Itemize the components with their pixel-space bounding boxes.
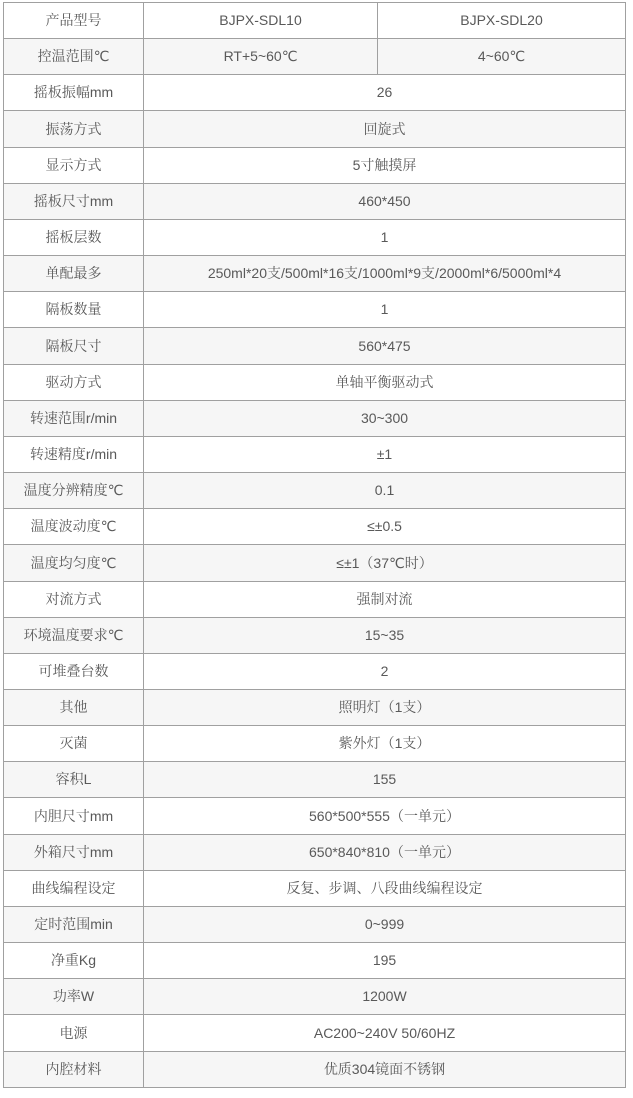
spec-value-cell: 强制对流 [144,581,626,617]
table-row [4,689,626,725]
spec-label-cell: 温度均匀度℃ [4,545,144,581]
table-row [4,509,626,545]
spec-label-cell: 振荡方式 [4,111,144,147]
spec-value-cell: 1 [144,219,626,255]
spec-value-cell: 460*450 [144,183,626,219]
spec-label-cell: 转速精度r/min [4,436,144,472]
spec-value-cell: 5寸触摸屏 [144,147,626,183]
spec-value-cell: 0.1 [144,473,626,509]
table-row [4,870,626,906]
table-row [4,436,626,472]
spec-label-cell: 对流方式 [4,581,144,617]
spec-value-cell: BJPX-SDL10 [144,3,378,39]
table-row [4,834,626,870]
table-row [4,1051,626,1087]
spec-label-cell: 转速范围r/min [4,400,144,436]
table-row [4,653,626,689]
spec-label-cell: 摇板层数 [4,219,144,255]
spec-label-cell: 可堆叠台数 [4,653,144,689]
spec-label-cell: 隔板尺寸 [4,328,144,364]
product-spec-table [3,2,626,1088]
spec-value-cell: 250ml*20支/500ml*16支/1000ml*9支/2000ml*6/5000ml*4 [144,256,626,292]
spec-label-cell: 净重Kg [4,943,144,979]
table-row [4,256,626,292]
spec-label-cell: 温度波动度℃ [4,509,144,545]
spec-value-cell: 优质304镜面不锈钢 [144,1051,626,1087]
spec-value-cell: BJPX-SDL20 [378,3,626,39]
spec-label-cell: 环境温度要求℃ [4,617,144,653]
spec-value-cell: 26 [144,75,626,111]
spec-value-cell: 560*475 [144,328,626,364]
spec-value-cell: 单轴平衡驱动式 [144,364,626,400]
table-row [4,3,626,39]
table-row [4,798,626,834]
spec-value-cell: 30~300 [144,400,626,436]
table-row [4,183,626,219]
spec-value-cell: 1200W [144,979,626,1015]
table-row [4,147,626,183]
spec-value-cell: AC200~240V 50/60HZ [144,1015,626,1051]
spec-value-cell: 560*500*555（一单元） [144,798,626,834]
spec-value-cell: 15~35 [144,617,626,653]
table-row [4,39,626,75]
table-row [4,906,626,942]
table-row [4,762,626,798]
table-row [4,617,626,653]
spec-value-cell: 650*840*810（一单元） [144,834,626,870]
spec-label-cell: 电源 [4,1015,144,1051]
spec-label-cell: 控温范围℃ [4,39,144,75]
spec-label-cell: 摇板振幅mm [4,75,144,111]
table-row [4,219,626,255]
spec-label-cell: 内胆尺寸mm [4,798,144,834]
spec-label-cell: 显示方式 [4,147,144,183]
table-row [4,943,626,979]
spec-value-cell: 195 [144,943,626,979]
table-row [4,1015,626,1051]
table-row [4,328,626,364]
spec-label-cell: 其他 [4,689,144,725]
spec-label-cell: 温度分辨精度℃ [4,473,144,509]
spec-value-cell: ≤±0.5 [144,509,626,545]
spec-value-cell: 4~60℃ [378,39,626,75]
spec-label-cell: 内腔材料 [4,1051,144,1087]
spec-value-cell: 紫外灯（1支） [144,726,626,762]
table-row [4,545,626,581]
spec-label-cell: 产品型号 [4,3,144,39]
spec-value-cell: 回旋式 [144,111,626,147]
table-row [4,473,626,509]
table-row [4,292,626,328]
spec-value-cell: ±1 [144,436,626,472]
table-row [4,581,626,617]
spec-value-cell: ≤±1（37℃时） [144,545,626,581]
spec-label-cell: 定时范围min [4,906,144,942]
spec-label-cell: 曲线编程设定 [4,870,144,906]
spec-value-cell: 155 [144,762,626,798]
spec-label-cell: 单配最多 [4,256,144,292]
spec-label-cell: 灭菌 [4,726,144,762]
table-row [4,75,626,111]
spec-label-cell: 容积L [4,762,144,798]
spec-label-cell: 外箱尺寸mm [4,834,144,870]
spec-value-cell: 2 [144,653,626,689]
spec-table-body [4,3,626,1088]
spec-label-cell: 驱动方式 [4,364,144,400]
spec-value-cell: 反复、步调、八段曲线编程设定 [144,870,626,906]
spec-value-cell: RT+5~60℃ [144,39,378,75]
spec-label-cell: 隔板数量 [4,292,144,328]
spec-label-cell: 摇板尺寸mm [4,183,144,219]
spec-value-cell: 1 [144,292,626,328]
spec-label-cell: 功率W [4,979,144,1015]
table-row [4,726,626,762]
table-row [4,364,626,400]
spec-value-cell: 照明灯（1支） [144,689,626,725]
spec-value-cell: 0~999 [144,906,626,942]
table-row [4,400,626,436]
table-row [4,111,626,147]
table-row [4,979,626,1015]
